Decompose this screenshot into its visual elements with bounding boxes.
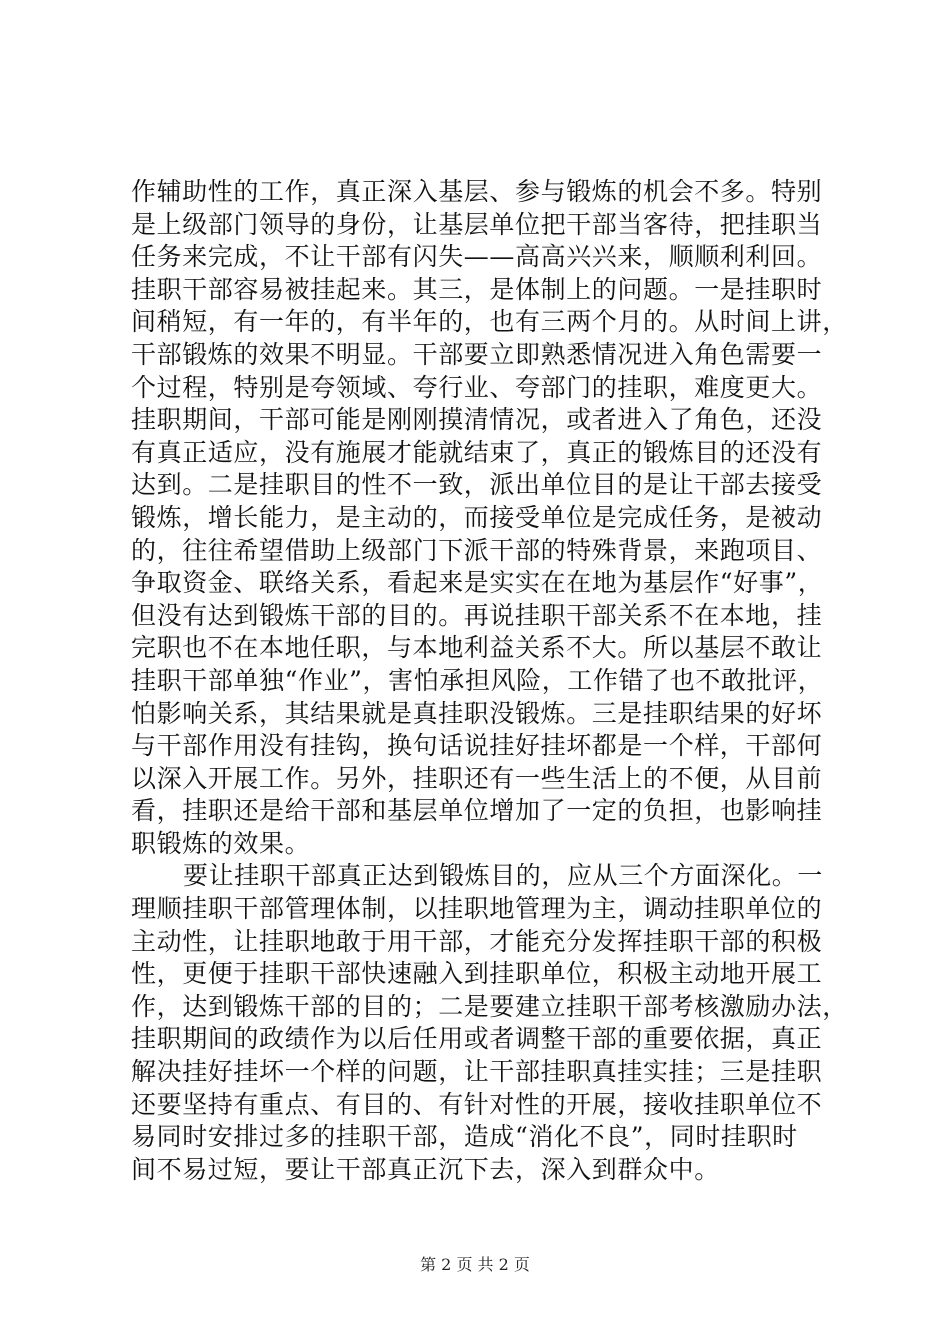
text-line: 与干部作用没有挂钩，换句话说挂好挂坏都是一个样，干部何 [131, 731, 823, 761]
text-line: 挂职干部容易被挂起来。其三，是体制上的问题。一是挂职时 [131, 274, 823, 304]
text-line: 性，更便于挂职干部快速融入到挂职单位，积极主动地开展工 [131, 959, 823, 989]
text-line: 作辅助性的工作，真正深入基层、参与锻炼的机会不多。特别 [131, 177, 823, 206]
text-line: 解决挂好挂坏一个样的问题，让干部挂职真挂实挂；三是挂职 [131, 1057, 823, 1087]
text-line: 挂职期间，干部可能是刚刚摸清情况，或者进入了角色，还没 [131, 405, 823, 435]
text-line: 看，挂职还是给干部和基层单位增加了一定的负担，也影响挂 [131, 796, 823, 826]
text-line: 挂职干部单独“作业”，害怕承担风险，工作错了也不敢批评， [131, 665, 824, 695]
text-line: 但没有达到锻炼干部的目的。再说挂职干部关系不在本地，挂 [131, 600, 823, 630]
text-line: 完职也不在本地任职，与本地利益关系不大。所以基层不敢让 [131, 633, 823, 663]
text-line: 以深入开展工作。另外，挂职还有一些生活上的不便，从目前 [131, 763, 823, 793]
text-line: 作，达到锻炼干部的目的；二是要建立挂职干部考核激励办法， [131, 991, 848, 1021]
text-line: 锻炼，增长能力，是主动的，而接受单位是完成任务，是被动 [131, 502, 823, 532]
text-line: 任务来完成，不让干部有闪失——高高兴兴来，顺顺利利回。 [131, 242, 823, 272]
text-line: 个过程，特别是夸领域、夸行业、夸部门的挂职，难度更大。 [131, 372, 823, 402]
text-line: 挂职期间的政绩作为以后任用或者调整干部的重要依据，真正 [131, 1024, 823, 1054]
text-line: 达到。二是挂职目的性不一致，派出单位目的是让干部去接受 [131, 470, 823, 500]
text-line: 的，往往希望借助上级部门下派干部的特殊背景，来跑项目、 [131, 535, 823, 565]
text-line: 间不易过短，要让干部真正沉下去，深入到群众中。 [131, 1154, 720, 1184]
text-line: 易同时安排过多的挂职干部，造成“消化不良”，同时挂职时 [131, 1122, 798, 1152]
page-number-footer: 第 2 页 共 2 页 [420, 1255, 530, 1274]
text-line: 怕影响关系，其结果就是真挂职没锻炼。三是挂职结果的好坏 [131, 698, 823, 728]
text-line: 是上级部门领导的身份，让基层单位把干部当客待，把挂职当 [131, 209, 823, 239]
text-line: 还要坚持有重点、有目的、有针对性的开展，接收挂职单位不 [131, 1089, 823, 1119]
text-line: 主动性，让挂职地敢于用干部，才能充分发挥挂职干部的积极 [131, 926, 823, 956]
text-line: 理顺挂职干部管理体制，以挂职地管理为主，调动挂职单位的 [131, 894, 823, 924]
text-line: 间稍短，有一年的，有半年的，也有三两个月的。从时间上讲， [131, 307, 848, 337]
text-line: 职锻炼的效果。 [131, 828, 311, 858]
text-line: 争取资金、联络关系，看起来是实实在在地为基层作“好事”， [131, 568, 824, 598]
paragraph-first-line: 要让挂职干部真正达到锻炼目的，应从三个方面深化。一 [183, 861, 824, 891]
body-text [131, 176, 848, 1186]
text-line: 干部锻炼的效果不明显。干部要立即熟悉情况进入角色需要一 [131, 339, 823, 369]
text-line: 有真正适应，没有施展才能就结束了，真正的锻炼目的还没有 [131, 437, 823, 467]
